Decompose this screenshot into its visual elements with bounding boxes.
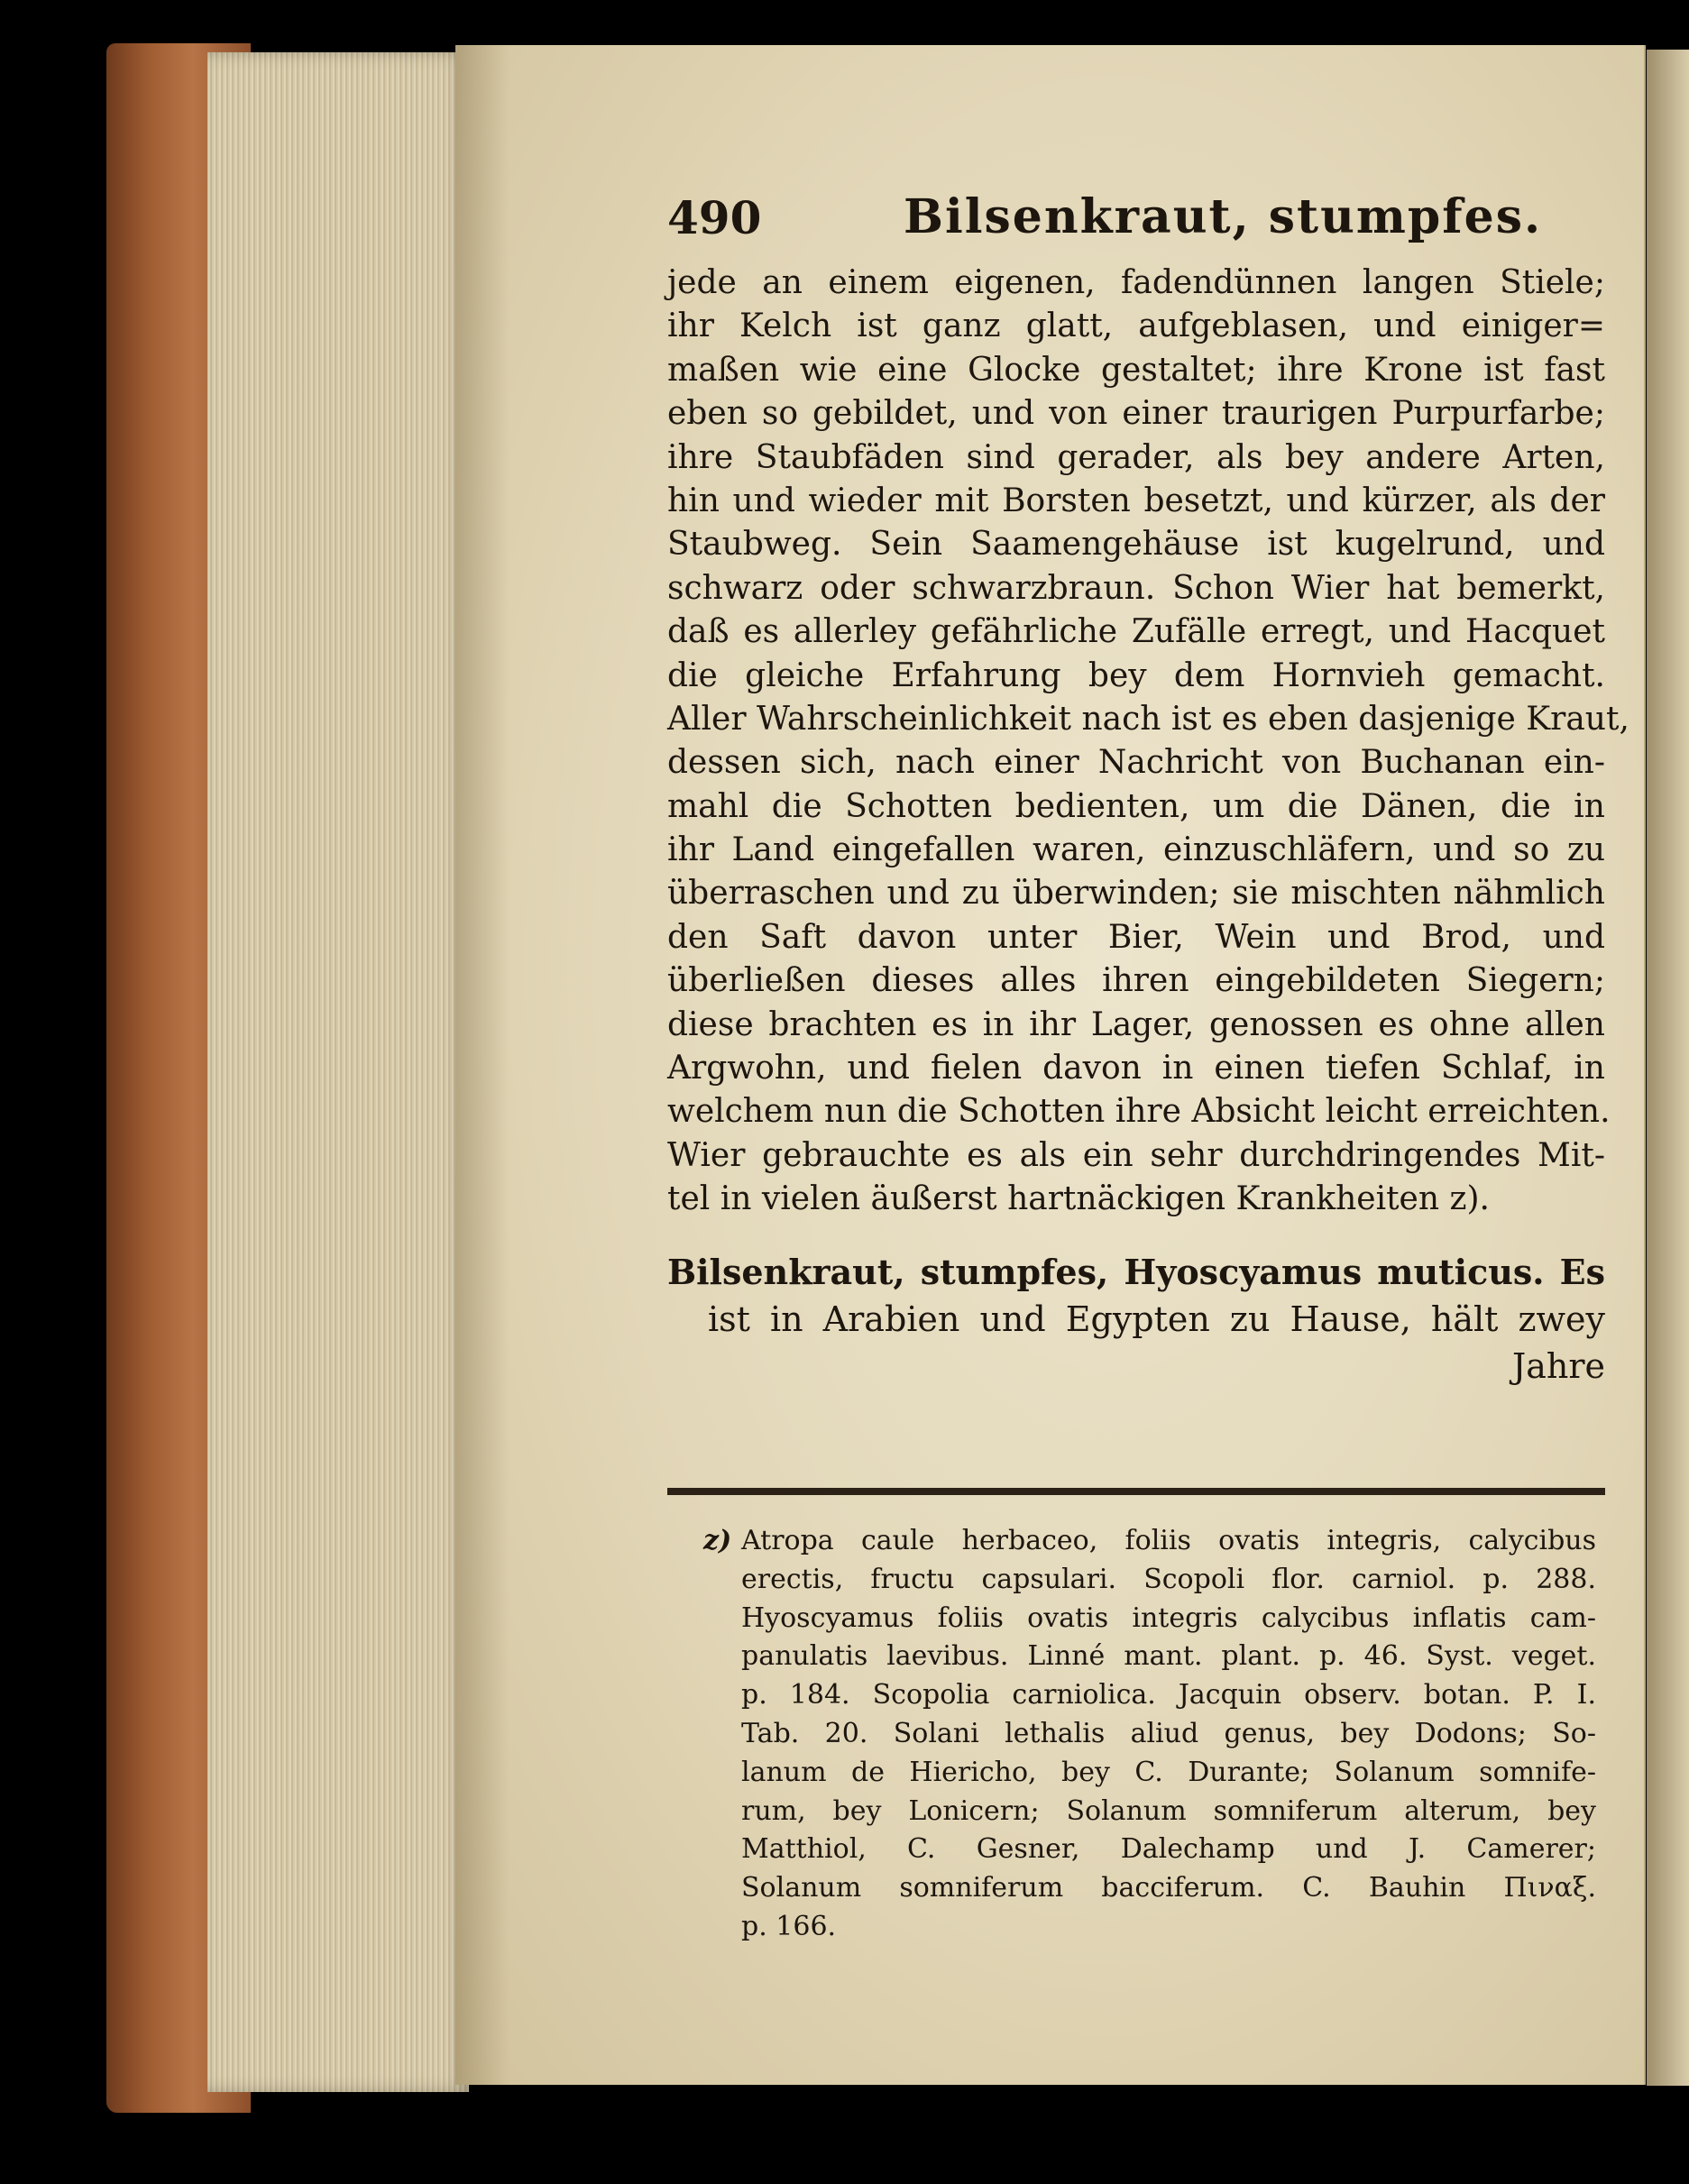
body-line: daß es allerley gefährliche Zufälle erregt, und Hacquet: [667, 613, 1605, 651]
footnote-line: erectis, fructu capsulari. Scopoli flor. carniol. p. 288.: [741, 1563, 1596, 1595]
footnote-line: [703, 1522, 1596, 1561]
body-line: eben so gebildet, und von einer traurigen Purpurfarbe;: [667, 395, 1605, 433]
entry-block: [667, 1249, 1605, 1390]
footnote-line: panulatis laevibus. Linné mant. plant. p. 46. Syst. veget.: [741, 1640, 1596, 1673]
footnote-line: Solanum somniferum bacciferum. C. Bauhin Πιναξ.: [741, 1872, 1596, 1904]
footnote-line: p. 166.: [741, 1910, 837, 1942]
footnote: [703, 1522, 1596, 1947]
body-line: hin und wieder mit Borsten besetzt, und kürzer, als der: [667, 482, 1605, 519]
body-line: jede an einem eigenen, fadendünnen langen Stiele;: [667, 264, 1605, 301]
footnote-marker: z): [703, 1525, 732, 1556]
body-line: Aller Wahrscheinlichkeit nach ist es eben dasjenige Kraut,: [667, 700, 1629, 738]
body-line: ihr Kelch ist ganz glatt, aufgeblasen, und einiger=: [667, 307, 1605, 345]
body-line: überraschen und zu überwinden; sie mischten nähmlich: [667, 875, 1605, 913]
running-title: Bilsenkraut, stumpfes.: [904, 189, 1543, 244]
footnote-line: Tab. 20. Solani lethalis aliud genus, bey Dodons; So-: [741, 1717, 1596, 1749]
body-line: welchem nun die Schotten ihre Absicht leicht erreichten.: [667, 1093, 1611, 1131]
page-number: 490: [667, 191, 762, 244]
footnote-divider: [667, 1488, 1605, 1495]
footnote-line: lanum de Hiericho, bey C. Durante; Solanum somnife-: [741, 1756, 1596, 1788]
page-header: [667, 180, 1605, 262]
footnote-line: Matthiol, C. Gesner, Dalechamp und J. Camerer;: [741, 1833, 1596, 1866]
body-line: den Saft davon unter Bier, Wein und Brod, und: [667, 918, 1605, 956]
page-content: [667, 180, 1629, 1390]
body-line: dessen sich, nach einer Nachricht von Buchanan ein-: [667, 744, 1605, 782]
body-line: maßen wie eine Glocke gestaltet; ihre Krone ist fast: [667, 351, 1605, 389]
body-line: tel in vielen äußerst hartnäckigen Krankheiten z).: [667, 1180, 1490, 1218]
body-line: die gleiche Erfahrung bey dem Hornvieh gemacht.: [667, 656, 1605, 694]
entry-heading-line: Bilsenkraut, stumpfes, Hyoscyamus muticus. Es: [667, 1251, 1605, 1292]
body-text: [667, 262, 1629, 1222]
catchword: Jahre: [1511, 1345, 1605, 1386]
body-line: ihre Staubfäden sind gerader, als bey andere Arten,: [667, 438, 1605, 476]
footnote-line: rum, bey Lonicern; Solanum somniferum alterum, bey: [741, 1794, 1596, 1827]
page-block-edge: [207, 52, 469, 2092]
body-line: überließen dieses alles ihren eingebildeten Siegern;: [667, 962, 1605, 1000]
body-line: ihr Land eingefallen waren, einzuschläfern, und so zu: [667, 831, 1605, 869]
footnote-line: p. 184. Scopolia carniolica. Jacquin observ. botan. P. I.: [741, 1679, 1596, 1711]
body-line: Argwohn, und fielen davon in einen tiefen Schlaf, in: [667, 1050, 1605, 1087]
body-line: Wier gebrauchte es als ein sehr durchdringendes Mit-: [667, 1136, 1605, 1174]
body-line: diese brachten es in ihr Lager, genossen es ohne allen: [667, 1005, 1605, 1043]
body-line: mahl die Schotten bedienten, um die Dänen, die in: [667, 787, 1605, 825]
body-line: Staubweg. Sein Saamengehäuse ist kugelrund, und: [667, 526, 1605, 564]
footnote-line: Hyoscyamus foliis ovatis integris calycibus inflatis cam-: [741, 1601, 1596, 1634]
body-line: schwarz oder schwarzbraun. Schon Wier hat bemerkt,: [667, 569, 1605, 607]
facing-page-edge: [1647, 50, 1689, 2086]
entry-line: ist in Arabien und Egypten zu Hause, hält zwey: [708, 1298, 1605, 1339]
footnote-text: Atropa caule herbaceo, foliis ovatis integris, calycibus: [741, 1525, 1596, 1556]
